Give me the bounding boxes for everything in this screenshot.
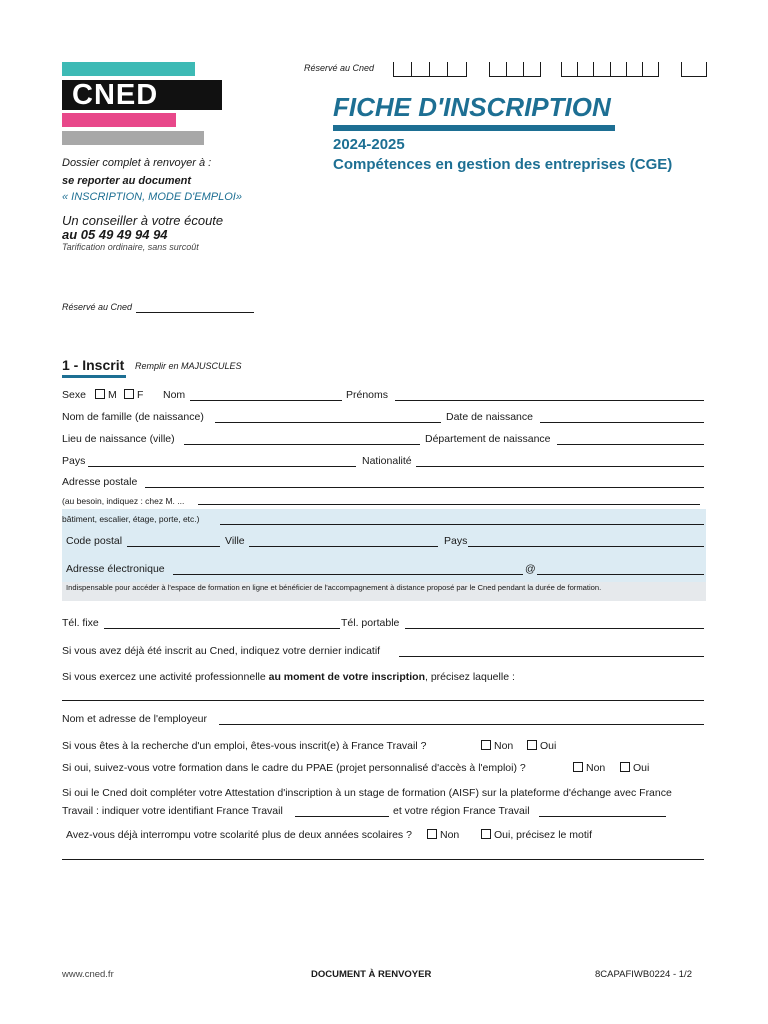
lieu-naissance-field[interactable] bbox=[184, 444, 420, 445]
email-label: Adresse électronique bbox=[66, 563, 165, 575]
adresse-line2-field[interactable] bbox=[198, 504, 700, 505]
tarif-note: Tarification ordinaire, sans surcoût bbox=[62, 242, 199, 252]
prenoms-label: Prénoms bbox=[346, 389, 389, 401]
deja-inscrit-label: Si vous avez déjà été inscrit au Cned, indiquez votre dernier indicatif bbox=[62, 645, 381, 657]
checkbox-recherche-oui[interactable] bbox=[527, 740, 537, 750]
reserved-top-label: Réservé au Cned bbox=[304, 63, 375, 73]
tel-fixe-field[interactable] bbox=[104, 628, 340, 629]
reserved-boxes-3[interactable] bbox=[561, 62, 659, 77]
logo-bar-pink bbox=[62, 113, 176, 127]
section-underline bbox=[62, 375, 126, 378]
sexe-label: Sexe bbox=[62, 389, 86, 401]
nom-field[interactable] bbox=[190, 400, 342, 401]
pays-field[interactable] bbox=[88, 466, 356, 467]
email-note: Indispensable pour accéder à l'espace de formation en ligne et bénéficier de l'accompagnement à distance proposé par le Cned pendant la durée de formation. bbox=[66, 583, 602, 592]
tel-portable-field[interactable] bbox=[405, 628, 704, 629]
nom-famille-field[interactable] bbox=[215, 422, 441, 423]
footer-center: DOCUMENT À RENVOYER bbox=[311, 969, 432, 980]
ville-label: Ville bbox=[225, 535, 245, 547]
reserved-boxes-1[interactable] bbox=[393, 62, 467, 77]
checkbox-f[interactable] bbox=[124, 389, 134, 399]
email-domain-field[interactable] bbox=[537, 574, 704, 575]
checkbox-recherche-non[interactable] bbox=[481, 740, 491, 750]
identifiant-ft-field[interactable] bbox=[295, 816, 389, 817]
ville-field[interactable] bbox=[249, 546, 438, 547]
departement-field[interactable] bbox=[557, 444, 704, 445]
batiment-label: bâtiment, escalier, étage, porte, etc.) bbox=[62, 514, 200, 524]
adresse-line3-field[interactable] bbox=[220, 524, 704, 525]
nom-famille-label: Nom de famille (de naissance) bbox=[62, 411, 204, 423]
aisf-line1: Si oui le Cned doit compléter votre Attestation d'inscription à un stage de formation (AISF) sur la plateforme d'échange avec France bbox=[62, 787, 672, 799]
checkbox-ppae-oui[interactable] bbox=[620, 762, 630, 772]
code-postal-label: Code postal bbox=[66, 535, 123, 547]
date-naissance-field[interactable] bbox=[540, 422, 704, 423]
reserved-mid-label: Réservé au Cned bbox=[62, 302, 133, 312]
lieu-naissance-label: Lieu de naissance (ville) bbox=[62, 433, 175, 445]
email-at: @ bbox=[525, 563, 536, 575]
aisf-line2: Travail : indiquer votre identifiant France Travail bbox=[62, 805, 283, 817]
checkbox-interrompu-non[interactable] bbox=[427, 829, 437, 839]
email-user-field[interactable] bbox=[173, 574, 523, 575]
section-note: Remplir en MAJUSCULES bbox=[135, 361, 242, 371]
reserved-boxes-4[interactable] bbox=[681, 62, 707, 77]
activite-label: Si vous exercez une activité professionnelle au moment de votre inscription, précisez laquelle : bbox=[62, 671, 515, 683]
ppae-label: Si oui, suivez-vous votre formation dans le cadre du PPAE (projet personnalisé d'accès à l'emploi) ? bbox=[62, 762, 526, 774]
checkbox-m[interactable] bbox=[95, 389, 105, 399]
recherche-label: Si vous êtes à la recherche d'un emploi, êtes-vous inscrit(e) à France Travail ? bbox=[62, 740, 427, 752]
prenoms-field[interactable] bbox=[395, 400, 704, 401]
ppae-non-option[interactable]: Non bbox=[573, 762, 605, 774]
departement-label: Département de naissance bbox=[425, 433, 551, 445]
logo-bar-grey bbox=[62, 131, 204, 145]
pays2-field[interactable] bbox=[468, 546, 704, 547]
checkbox-interrompu-oui[interactable] bbox=[481, 829, 491, 839]
pays2-label: Pays bbox=[444, 535, 468, 547]
sexe-f-option[interactable]: F bbox=[124, 389, 143, 401]
deja-inscrit-field[interactable] bbox=[399, 656, 704, 657]
program-label: Compétences en gestion des entreprises (CGE) bbox=[333, 156, 673, 173]
interrompu-non-option[interactable]: Non bbox=[427, 829, 459, 841]
reserved-boxes-2[interactable] bbox=[489, 62, 541, 77]
dossier-line3: « INSCRIPTION, MODE D'EMPLOI» bbox=[62, 191, 242, 203]
region-ft-label: et votre région France Travail bbox=[393, 805, 530, 817]
adresse-field[interactable] bbox=[145, 487, 704, 488]
interrompu-motif-field[interactable] bbox=[62, 859, 704, 860]
region-ft-field[interactable] bbox=[539, 816, 666, 817]
adresse-label: Adresse postale bbox=[62, 476, 138, 488]
activite-field[interactable] bbox=[62, 700, 704, 701]
recherche-non-option[interactable]: Non bbox=[481, 740, 513, 752]
reserved-mid-field[interactable] bbox=[136, 312, 254, 313]
logo bbox=[62, 62, 222, 146]
tel-portable-label: Tél. portable bbox=[341, 617, 400, 629]
footer-website[interactable]: www.cned.fr bbox=[62, 969, 114, 980]
dossier-line2: se reporter au document bbox=[62, 175, 191, 187]
code-postal-field[interactable] bbox=[127, 546, 220, 547]
footer-code: 8CAPAFIWB0224 - 1/2 bbox=[595, 969, 692, 980]
pays-label: Pays bbox=[62, 455, 86, 467]
logo-text: CNED bbox=[72, 79, 159, 111]
checkbox-ppae-non[interactable] bbox=[573, 762, 583, 772]
tel-fixe-label: Tél. fixe bbox=[62, 617, 99, 629]
title-underline bbox=[333, 125, 615, 131]
conseiller-line: Un conseiller à votre écoute bbox=[62, 213, 224, 228]
section-title: 1 - Inscrit bbox=[62, 357, 125, 373]
sexe-m-option[interactable]: M bbox=[95, 389, 117, 401]
nom-label: Nom bbox=[163, 389, 186, 401]
date-naissance-label: Date de naissance bbox=[446, 411, 533, 423]
conseiller-phone: au 05 49 49 94 94 bbox=[62, 227, 168, 242]
interrompu-oui-option[interactable]: Oui, précisez le motif bbox=[481, 829, 592, 841]
logo-bar-teal bbox=[62, 62, 195, 76]
nationalite-field[interactable] bbox=[416, 466, 704, 467]
au-besoin-label: (au besoin, indiquez : chez M. ... bbox=[62, 496, 185, 506]
ppae-oui-option[interactable]: Oui bbox=[620, 762, 649, 774]
nationalite-label: Nationalité bbox=[362, 455, 412, 467]
dossier-line1: Dossier complet à renvoyer à : bbox=[62, 157, 212, 169]
interrompu-label: Avez-vous déjà interrompu votre scolarité plus de deux années scolaires ? bbox=[66, 829, 412, 841]
recherche-oui-option[interactable]: Oui bbox=[527, 740, 556, 752]
year-label: 2024-2025 bbox=[333, 136, 405, 153]
employeur-field[interactable] bbox=[219, 724, 704, 725]
employeur-label: Nom et adresse de l'employeur bbox=[62, 713, 207, 725]
page-title: FICHE D'INSCRIPTION bbox=[333, 92, 611, 122]
